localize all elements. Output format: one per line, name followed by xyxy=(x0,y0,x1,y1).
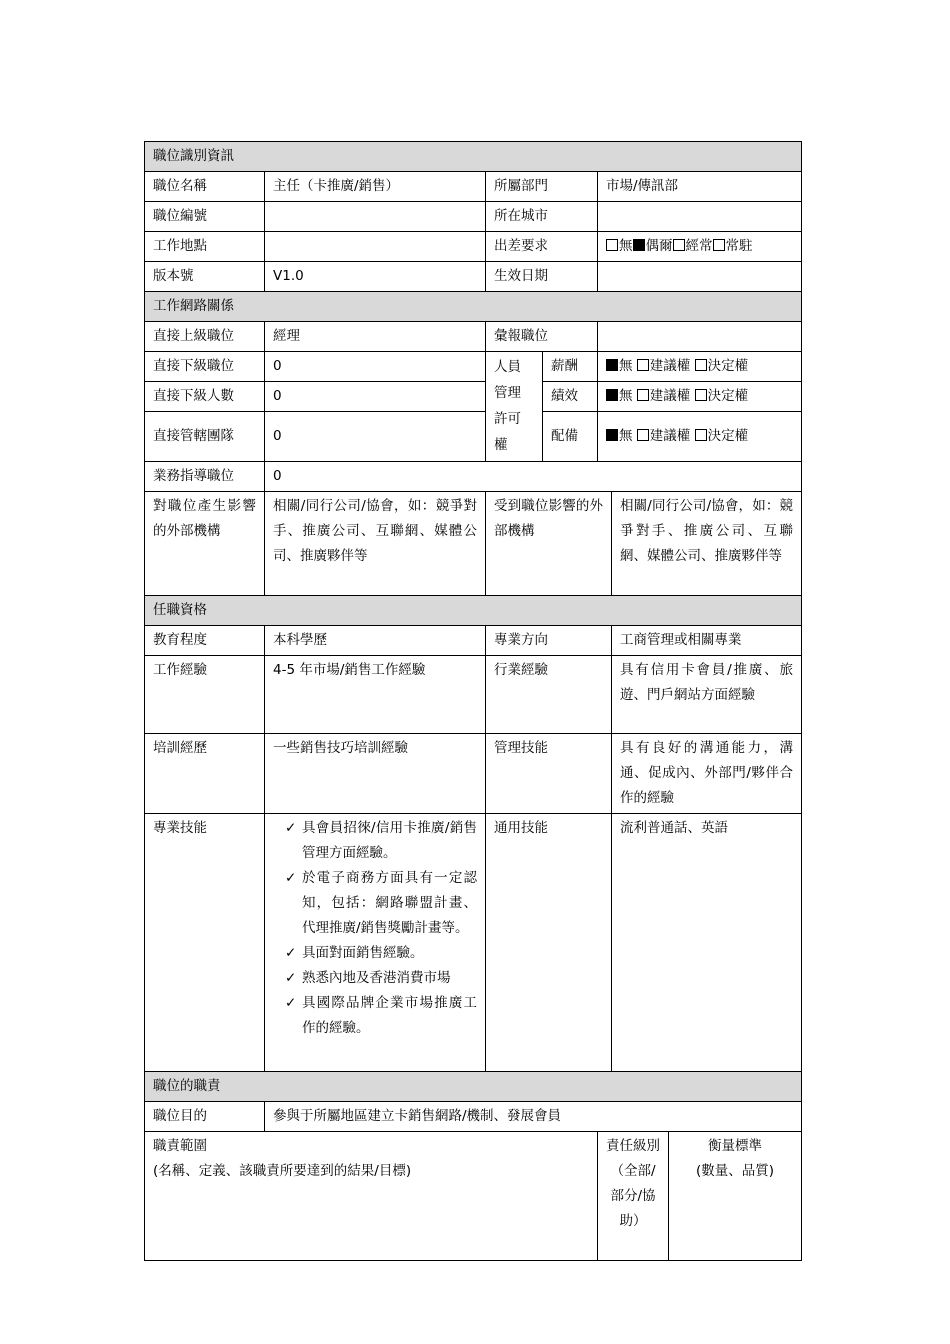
industry-label: 行業經驗 xyxy=(486,656,612,734)
travel-options xyxy=(598,232,802,262)
effective-date-value xyxy=(598,262,802,292)
checkbox-icon xyxy=(673,239,685,251)
sub-count-value: 0 xyxy=(265,382,486,412)
checkbox-icon xyxy=(695,389,707,401)
performance-label: 績效 xyxy=(543,382,598,412)
list-item: ✓ 於電子商務方面具有一定認知，包括：網路聯盟計畫、代理推廣/銷售獎勵計畫等。 xyxy=(285,866,477,941)
job-description-table xyxy=(144,141,802,1261)
job-description-sheet xyxy=(144,141,801,1261)
city-value xyxy=(598,202,802,232)
travel-option: 偶爾 xyxy=(633,238,673,254)
work-experience-label: 工作經驗 xyxy=(145,656,265,734)
major-label: 專業方向 xyxy=(486,626,612,656)
general-skill-value: 流利普通話、英語 xyxy=(612,814,802,1072)
measure-subtitle: (數量、品質) xyxy=(695,1163,775,1179)
performance-permission: 無 建議權 決定權 xyxy=(598,382,802,412)
management-skill-value: 具有良好的溝通能力，溝通、促成內、外部門/夥伴合作的經驗 xyxy=(612,734,802,814)
salary-permission: 無 建議權 決定權 xyxy=(598,352,802,382)
dept-label: 所屬部門 xyxy=(486,172,598,202)
section-network: 工作網路關係 xyxy=(145,292,802,322)
industry-value: 具有信用卡會員/推廣、旅遊、門戶網站方面經驗 xyxy=(612,656,802,734)
location-label: 工作地點 xyxy=(145,232,265,262)
version-value: V1.0 xyxy=(265,262,486,292)
affect-external-label: 對職位產生影響的外部機構 xyxy=(145,492,265,596)
training-label: 培訓經歷 xyxy=(145,734,265,814)
guidance-label: 業務指導職位 xyxy=(145,462,265,492)
sub-position-value: 0 xyxy=(265,352,486,382)
dept-value: 市場/傳訊部 xyxy=(598,172,802,202)
professional-skill-list xyxy=(265,814,486,1072)
hr-permission-label: 人員管理許可權 xyxy=(486,352,543,462)
scope-subtitle: (名稱、定義、該職責所要達到的結果/目標) xyxy=(153,1163,412,1179)
training-value: 一些銷售技巧培訓經驗 xyxy=(265,734,486,814)
checkbox-icon xyxy=(606,239,618,251)
checkbox-icon xyxy=(637,359,649,371)
scope-header xyxy=(145,1132,598,1261)
list-item: ✓ 熟悉內地及香港消費市場 xyxy=(285,966,477,991)
travel-option: 常駐 xyxy=(713,238,753,254)
effective-date-label: 生效日期 xyxy=(486,262,598,292)
version-label: 版本號 xyxy=(145,262,265,292)
checkbox-icon xyxy=(637,429,649,441)
team-value: 0 xyxy=(265,412,486,462)
checkbox-icon xyxy=(695,359,707,371)
general-skill-label: 通用技能 xyxy=(486,814,612,1072)
list-item: ✓ 具國際品牌企業市場推廣工作的經驗。 xyxy=(285,991,477,1041)
job-title-value: 主任（卡推廣/銷售） xyxy=(265,172,486,202)
travel-option: 無 xyxy=(606,238,633,254)
management-skill-label: 管理技能 xyxy=(486,734,612,814)
checkbox-checked-icon xyxy=(606,359,618,371)
affected-external-value: 相關/同行公司/協會，如：競爭對手、推廣公司、互聯網、媒體公司、推廣夥伴等 xyxy=(612,492,802,596)
checkbox-icon xyxy=(637,389,649,401)
report-label: 彙報職位 xyxy=(486,322,598,352)
checkbox-icon xyxy=(695,429,707,441)
affect-external-value: 相關/同行公司/協會，如：競爭對手、推廣公司、互聯網、媒體公司、推廣夥伴等 xyxy=(265,492,486,596)
travel-label: 出差要求 xyxy=(486,232,598,262)
sub-position-label: 直接下級職位 xyxy=(145,352,265,382)
affected-external-label: 受到職位影響的外部機構 xyxy=(486,492,612,596)
sub-count-label: 直接下級人數 xyxy=(145,382,265,412)
purpose-label: 職位目的 xyxy=(145,1102,265,1132)
staffing-label: 配備 xyxy=(543,412,598,462)
salary-label: 薪酬 xyxy=(543,352,598,382)
city-label: 所在城市 xyxy=(486,202,598,232)
job-no-value xyxy=(265,202,486,232)
work-experience-value: 4-5 年市場/銷售工作經驗 xyxy=(265,656,486,734)
report-value xyxy=(598,322,802,352)
location-value xyxy=(265,232,486,262)
guidance-value: 0 xyxy=(265,462,802,492)
staffing-permission: 無 建議權 決定權 xyxy=(598,412,802,462)
superior-label: 直接上級職位 xyxy=(145,322,265,352)
education-label: 教育程度 xyxy=(145,626,265,656)
section-duties: 職位的職責 xyxy=(145,1072,802,1102)
checkbox-icon xyxy=(713,239,725,251)
responsibility-level-header: 責任級別（全部/部分/協助） xyxy=(598,1132,669,1261)
section-identity: 職位識別資訊 xyxy=(145,142,802,172)
checkbox-checked-icon xyxy=(606,389,618,401)
superior-value: 經理 xyxy=(265,322,486,352)
purpose-value: 參與于所屬地區建立卡銷售網路/機制、發展會員 xyxy=(265,1102,802,1132)
job-no-label: 職位編號 xyxy=(145,202,265,232)
checkbox-checked-icon xyxy=(633,239,645,251)
education-value: 本科學歷 xyxy=(265,626,486,656)
checkbox-checked-icon xyxy=(606,429,618,441)
measure-header xyxy=(669,1132,802,1261)
scope-label: 職責範圍 xyxy=(153,1138,207,1154)
travel-option: 經常 xyxy=(673,238,713,254)
professional-skill-label: 專業技能 xyxy=(145,814,265,1072)
major-value: 工商管理或相關專業 xyxy=(612,626,802,656)
section-qualification: 任職資格 xyxy=(145,596,802,626)
list-item: ✓ 具會員招徠/信用卡推廣/銷售管理方面經驗。 xyxy=(285,816,477,866)
job-title-label: 職位名稱 xyxy=(145,172,265,202)
list-item: ✓ 具面對面銷售經驗。 xyxy=(285,941,477,966)
measure-label: 衡量標準 xyxy=(708,1138,762,1154)
team-label: 直接管轄團隊 xyxy=(145,412,265,462)
